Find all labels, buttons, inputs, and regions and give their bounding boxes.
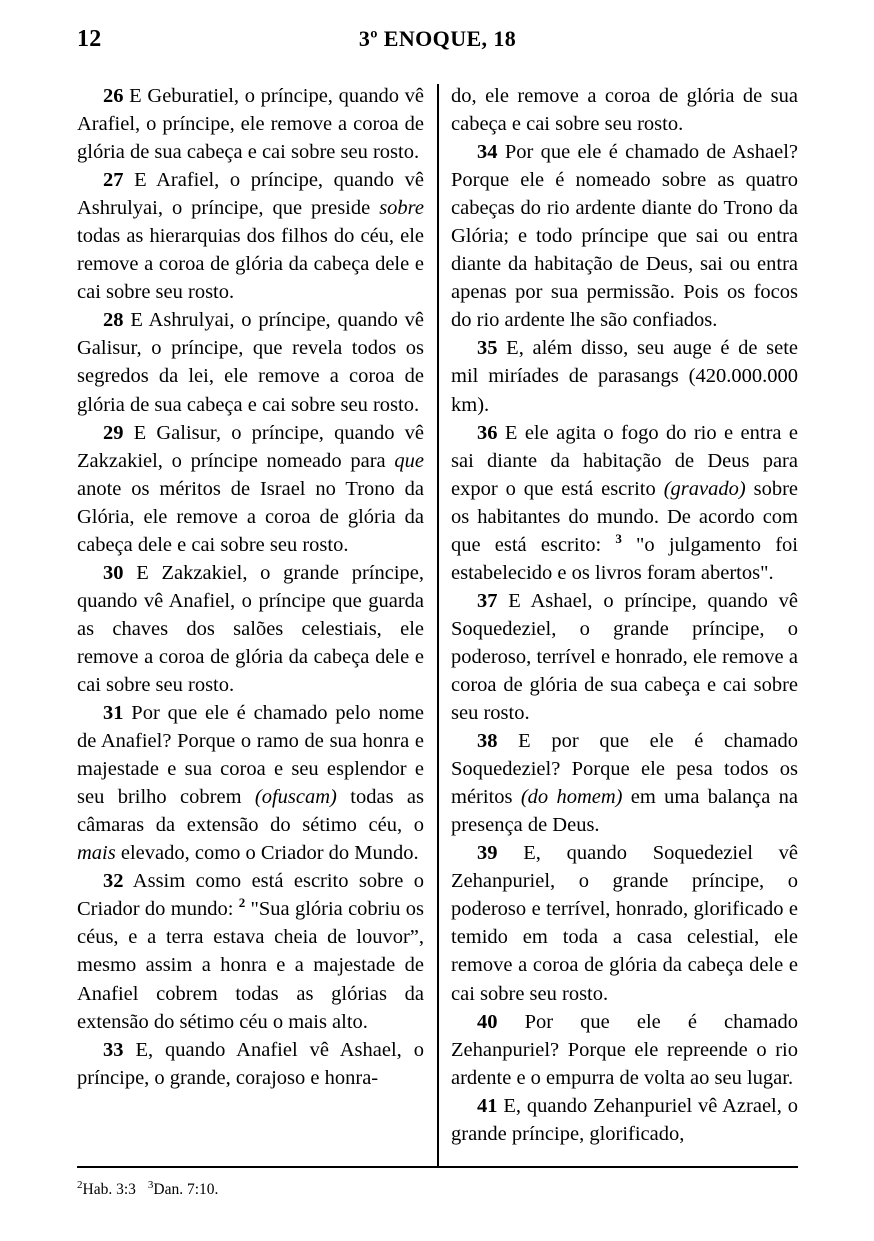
verse-41: 41 E, quando Zehanpuriel vê Azrael, o grande príncipe, glorificado, [451,1094,798,1145]
verse-34: 34 Por que ele é chamado de Ashael? Porque ele é nomeado sobre as quatro cabeças do rio ardente diante do Trono da Glória; e todo príncipe que sai ou entra diante da habitação de Deus, sai ou entra apenas por sua permissão. Pois os focos do rio ardente lhe são confiados. [451,141,798,332]
verse-39: 39 E, quando Soquedeziel vê Zehanpuriel, o grande príncipe, o poderoso e terrível, honrado, glorificado e temido em toda a casa celestial, ele remove a coroa de glória da cabeça dele e cai sobre seu rosto. [451,842,798,1005]
text-body [77,82,798,1160]
verse-29: 29 E Galisur, o príncipe, quando vê Zakzakiel, o príncipe nomeado para que anote os méritos de Israel no Trono da Glória, ele remove a coroa de glória da cabeça dele e cai sobre seu rosto. [77,421,424,556]
verse-31: 31 Por que ele é chamado pelo nome de Anafiel? Porque o ramo de sua honra e majestade e sua coroa e seu esplendor e seu brilho cobrem (ofuscam) todas as câmaras da extensão do sétimo céu, o mais elevado, como o Criador do Mundo. [77,702,424,865]
footnote-text: Dan. 7:10. [153,1181,219,1198]
footnote-mark: 3 [147,1178,154,1191]
verse-26: 26 E Geburatiel, o príncipe, quando vê Arafiel, o príncipe, ele remove a coroa de glória de sua cabeça e cai sobre seu rosto. [77,85,424,164]
footnote-mark: 2 [77,1178,83,1191]
footnote-item [77,1178,136,1198]
footnote-rule [77,1166,798,1168]
verse-35: 35 E, além disso, seu auge é de sete mil miríades de parasangs (420.000.000 km). [451,337,798,416]
verse-27: 27 E Arafiel, o príncipe, quando vê Ashrulyai, o príncipe, que preside sobre todas as hierarquias dos filhos do céu, ele remove a coroa de glória da cabeça dele e cai sobre seu rosto. [77,169,424,304]
verse-33-cont: do, ele remove a coroa de glória de sua cabeça e cai sobre seu rosto. [451,85,798,136]
column-divider [437,84,439,1166]
verse-28: 28 E Ashrulyai, o príncipe, quando vê Galisur, o príncipe, que revela todos os segredos da lei, ele remove a coroa de glória de sua cabeça e cai sobre seu rosto. [77,309,424,416]
verse-37: 37 E Ashael, o príncipe, quando vê Soquedeziel, o grande príncipe, o poderoso, terrível e honrado, ele remove a coroa de glória de sua cabeça e cai sobre seu rosto. [451,589,798,725]
verse-40: 40 Por que ele é chamado Zehanpuriel? Porque ele repreende o rio ardente e o empurra de volta ao seu lugar. [451,1010,798,1089]
running-head [77,26,798,56]
footnote-item [147,1178,219,1198]
footnotes [77,1180,798,1200]
verse-38: 38 E por que ele é chamado Soquedeziel? Porque ele pesa todos os méritos (do homem) em uma balança na presença de Deus. [451,730,798,837]
verse-30: 30 E Zakzakiel, o grande príncipe, quando vê Anafiel, o príncipe que guarda as chaves dos salões celestiais, ele remove a coroa de glória da cabeça dele e cai sobre seu rosto. [77,561,424,696]
verse-32: 32 Assim como está escrito sobre o Criador do mundo: $^2$ "Sua glória cobriu os céus, e a terra estava cheia de louvor”, mesmo assim a honra e a majestade de Anafiel cobrem todas as glórias da extensão do sétimo céu o mais alto. [77,870,424,1033]
verse-33: 33 E, quando Anafiel vê Ashael, o príncipe, o grande, corajoso e honra- [77,1038,424,1089]
column-left [77,82,424,1160]
verse-36: 36 E ele agita o fogo do rio e entra e sai diante da habitação de Deus para expor o que está escrito (gravado) sobre os habitantes do mundo. De acordo com que está escrito: $^3$ "o julgamento foi estabelecido e os livros foram abertos". [451,421,798,584]
column-right [451,82,798,1160]
running-title: 3º ENOQUE, 18 [358,26,517,51]
footnote-text: Hab. 3:3 [82,1181,136,1198]
page-number: 12 [77,26,102,52]
